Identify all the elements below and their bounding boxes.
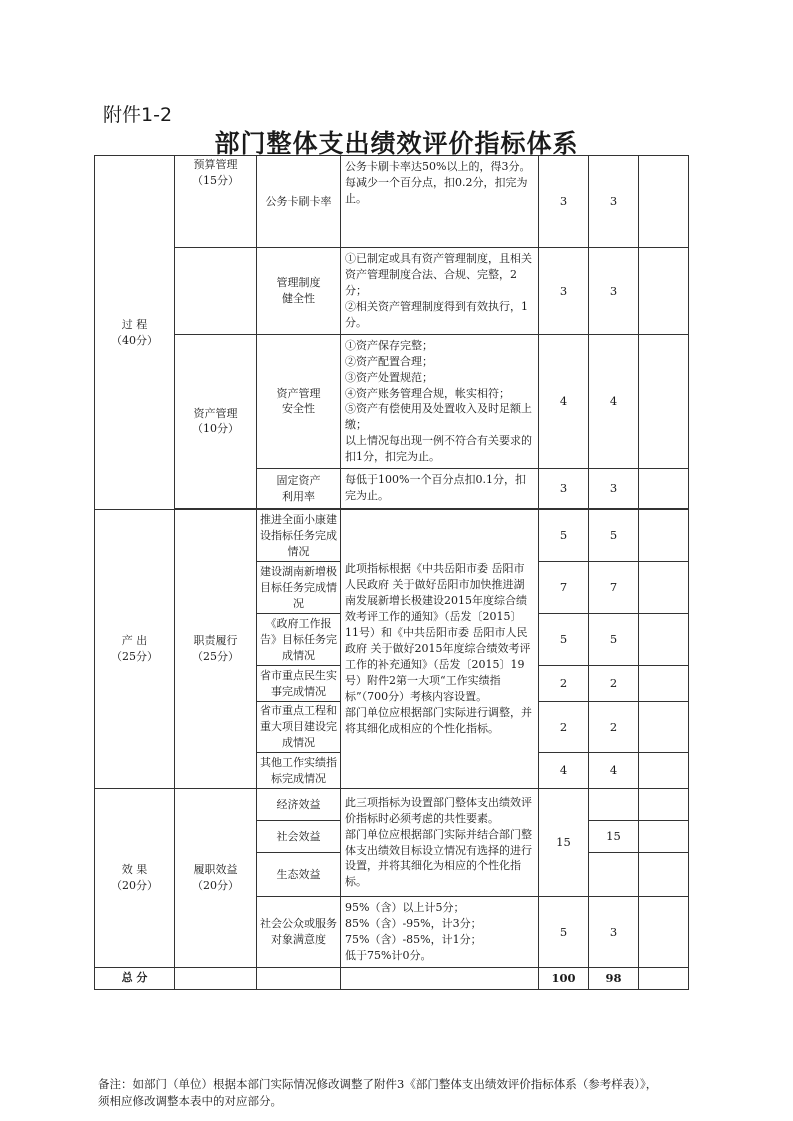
- indicator-name: 推进全面小康建设指标任务完成情况: [257, 510, 341, 562]
- blank-cell: [341, 967, 539, 989]
- blank-cell: [639, 821, 689, 853]
- blank-cell: [639, 248, 689, 335]
- indicator-score: 3: [539, 248, 589, 335]
- indicator-table: [94, 155, 689, 990]
- indicator-got: 7: [589, 562, 639, 614]
- indicator-name: 省市重点民生实事完成情况: [257, 666, 341, 702]
- total-label: 总 分: [95, 967, 175, 989]
- section-process: 过 程 （40分）: [95, 156, 175, 510]
- blank-cell: [639, 156, 689, 248]
- indicator-score: 3: [539, 156, 589, 248]
- blank-cell: [639, 853, 689, 897]
- blank-cell: [639, 510, 689, 562]
- section-output: 产 出 （25分）: [95, 510, 175, 789]
- blank-cell: [639, 614, 689, 666]
- indicator-name: 建设湖南新增极目标任务完成情况: [257, 562, 341, 614]
- indicator-got: 2: [589, 666, 639, 702]
- level2-duty: 职责履行 （25分）: [175, 510, 257, 789]
- blank-cell: [639, 897, 689, 968]
- indicator-desc: ①已制定或具有资产管理制度，且相关资产管理制度合法、合规、完整，2分； ②相关资产管理制度得到有效执行，1分。: [341, 248, 539, 335]
- indicator-got: 3: [589, 156, 639, 248]
- indicator-got: 3: [589, 248, 639, 335]
- indicator-score: 4: [539, 753, 589, 789]
- level2-budget: 预算管理 （15分）: [175, 156, 257, 248]
- indicator-name: 资产管理 安全性: [257, 334, 341, 469]
- blank-cell: [639, 469, 689, 509]
- indicator-got: 3: [589, 897, 639, 968]
- section-effect: 效 果 （20分）: [95, 789, 175, 968]
- page-title: 部门整体支出绩效评价指标体系: [214, 129, 579, 158]
- indicator-name: 经济效益: [257, 789, 341, 821]
- indicator-score: 5: [539, 510, 589, 562]
- indicator-name: 社会公众或服务对象满意度: [257, 897, 341, 968]
- indicator-score: 4: [539, 334, 589, 469]
- blank-cell: [639, 967, 689, 989]
- indicator-name: 《政府工作报告》目标任务完成情况: [257, 614, 341, 666]
- blank-cell: [589, 853, 639, 897]
- blank-cell: [639, 562, 689, 614]
- indicator-got: 15: [589, 821, 639, 853]
- indicator-score: 5: [539, 614, 589, 666]
- blank-cell: [257, 967, 341, 989]
- indicator-got: 4: [589, 334, 639, 469]
- blank-cell: [175, 967, 257, 989]
- level2-assets: 资产管理 （10分）: [175, 334, 257, 509]
- attachment-label: 附件1-2: [103, 104, 173, 126]
- indicator-desc: ①资产保存完整； ②资产配置合理； ③资产处置规范； ④资产账务管理合规，帐实相符； ⑤资产有偿使用及处置收入及时足额上缴； 以上情况每出现一例不符合有关要求的扣1分，扣完为止。: [341, 334, 539, 469]
- indicator-score: 7: [539, 562, 589, 614]
- benefit-score: 15: [539, 789, 589, 897]
- indicator-desc: 95%（含）以上计5分； 85%（含）-95%，计3分； 75%（含）-85%，计1分； 低于75%计0分。: [341, 897, 539, 968]
- footnote: 备注：如部门（单位）根据本部门实际情况修改调整了附件3《部门整体支出绩效评价指标体系（参考样表）》， 须相应修改调整本表中的对应部分。: [98, 1077, 658, 1109]
- output-desc: 此项指标根据《中共岳阳市委 岳阳市人民政府 关于做好岳阳市加快推进湖南发展新增长极建设2015年度综合绩效考评工作的通知》（岳发〔2015〕11号）和《中共岳阳市委 岳阳市人民政府 关于做好2015年度综合绩效考评工作的补充通知》（岳发〔2015〕19号）附件2第一大项“工作实绩指标”（700分）考核内容设置。 部门单位应根据部门实际进行调整，并将其细化成相应的个性化指标。: [341, 510, 539, 789]
- blank-cell: [639, 789, 689, 821]
- total-got: 98: [589, 967, 639, 989]
- blank-cell: [589, 789, 639, 821]
- indicator-desc: 每低于100%一个百分点扣0.1分，扣完为止。: [341, 469, 539, 509]
- total-score: 100: [539, 967, 589, 989]
- indicator-got: 4: [589, 753, 639, 789]
- indicator-score: 2: [539, 702, 589, 753]
- indicator-score: 2: [539, 666, 589, 702]
- benefit-desc: 此三项指标为设置部门整体支出绩效评价指标时必须考虑的共性要素。 部门单位应根据部门实际并结合部门整体支出绩效目标设立情况有选择的进行设置，并将其细化为相应的个性化指标。: [341, 789, 539, 897]
- indicator-name: 固定资产 利用率: [257, 469, 341, 509]
- blank-cell: [639, 666, 689, 702]
- blank-cell: [175, 248, 257, 335]
- indicator-name: 其他工作实绩指标完成情况: [257, 753, 341, 789]
- indicator-name: 社会效益: [257, 821, 341, 853]
- blank-cell: [639, 702, 689, 753]
- indicator-got: 5: [589, 614, 639, 666]
- indicator-score: 5: [539, 897, 589, 968]
- indicator-score: 3: [539, 469, 589, 509]
- blank-cell: [639, 753, 689, 789]
- blank-cell: [639, 334, 689, 469]
- indicator-desc: 公务卡刷卡率达50%以上的，得3分。 每减少一个百分点，扣0.2分，扣完为止。: [341, 156, 539, 248]
- indicator-got: 5: [589, 510, 639, 562]
- indicator-got: 3: [589, 469, 639, 509]
- indicator-name: 省市重点工程和重大项目建设完成情况: [257, 702, 341, 753]
- indicator-got: 2: [589, 702, 639, 753]
- level2-benefit: 履职效益 （20分）: [175, 789, 257, 968]
- indicator-name: 管理制度 健全性: [257, 248, 341, 335]
- indicator-name: 公务卡刷卡率: [257, 156, 341, 248]
- indicator-name: 生态效益: [257, 853, 341, 897]
